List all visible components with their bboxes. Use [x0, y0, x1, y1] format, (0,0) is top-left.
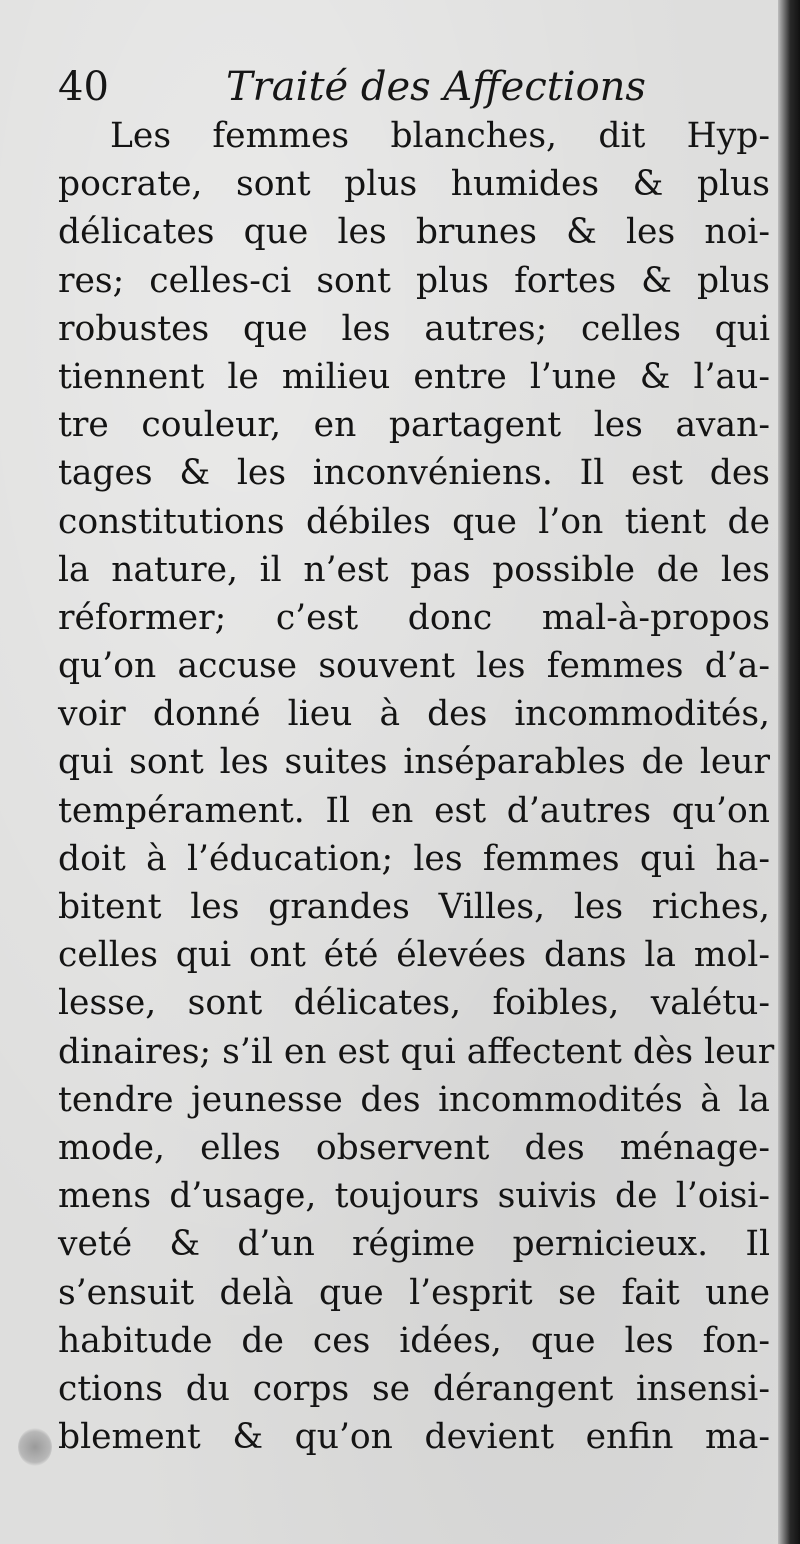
text-line: tre couleur, en partagent les avan-	[58, 405, 770, 446]
text-line: réformer; c’est donc mal-à-propos	[58, 597, 770, 638]
text-line: tages & les inconvéniens. Il est des	[58, 453, 770, 494]
page-edge-shadow	[778, 0, 800, 1544]
page-number: 40	[58, 64, 109, 110]
text-line: blement & qu’on devient enfin ma-	[58, 1417, 770, 1458]
text-line: doit à l’éducation; les femmes qui ha-	[58, 838, 770, 879]
text-line: constitutions débiles que l’on tient de	[58, 501, 770, 542]
text-line: pocrate, sont plus humides & plus	[58, 164, 770, 205]
text-line: mode, elles observent des ménage-	[58, 1127, 770, 1168]
text-line: veté & d’un régime pernicieux. Il	[58, 1224, 770, 1265]
text-line: délicates que les brunes & les noi-	[58, 212, 770, 253]
text-line: dinaires; s’il en est qui affectent dès leur	[58, 1031, 775, 1072]
text-line: tempérament. Il en est d’autres qu’on	[58, 790, 770, 831]
text-line: robustes que les autres; celles qui	[58, 308, 770, 349]
running-title: Traité des Affections	[226, 64, 646, 110]
text-line: qui sont les suites inséparables de leur	[58, 742, 770, 783]
text-line: bitent les grandes Villes, les riches,	[58, 887, 770, 927]
paper-stain	[18, 1428, 52, 1466]
text-line: celles qui ont été élevées dans la mol-	[58, 935, 770, 976]
text-line: voir donné lieu à des incommodités,	[58, 694, 770, 735]
text-line: s’ensuit delà que l’esprit se fait une	[58, 1272, 770, 1313]
text-line: tiennent le milieu entre l’une & l’au-	[58, 356, 770, 397]
text-line: habitude de ces idées, que les fon-	[58, 1320, 770, 1361]
text-line: la nature, il n’est pas possible de les	[58, 549, 770, 590]
text-line: lesse, sont délicates, foibles, valétu-	[58, 983, 770, 1024]
page-header	[58, 62, 778, 112]
text-line: res; celles-ci sont plus fortes & plus	[58, 260, 770, 301]
text-line: tendre jeunesse des incommodités à la	[58, 1079, 770, 1120]
body-text	[58, 112, 775, 1461]
text-line: ctions du corps se dérangent insensi-	[58, 1368, 770, 1409]
text-line: Les femmes blanches, dit Hyp-	[110, 116, 770, 156]
text-line: qu’on accuse souvent les femmes d’a-	[58, 646, 770, 687]
text-line: mens d’usage, toujours suivis de l’oisi-	[58, 1176, 770, 1217]
